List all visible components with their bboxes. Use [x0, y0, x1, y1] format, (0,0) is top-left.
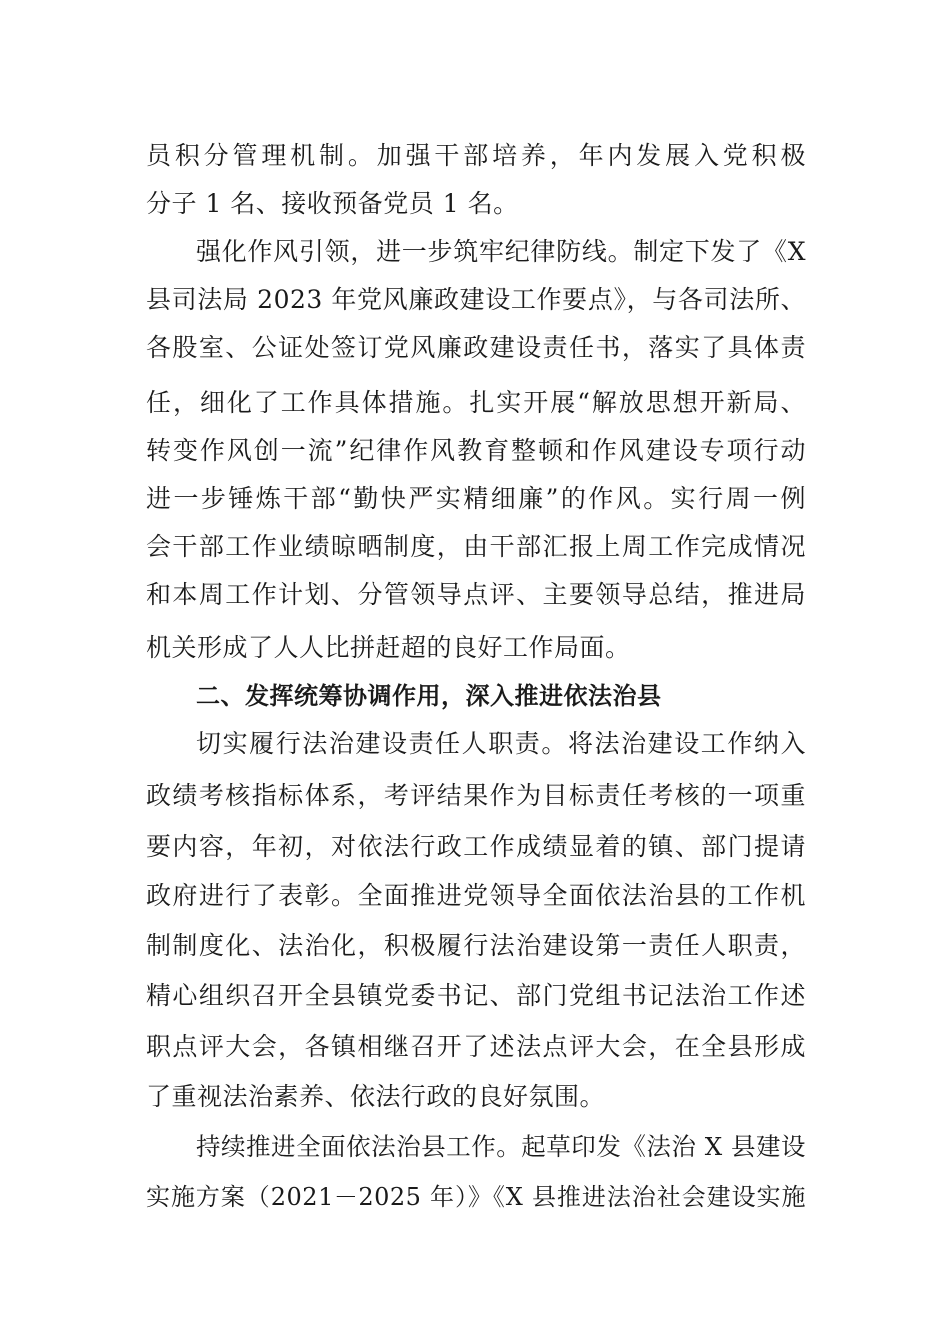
- text-line: 分子 1 名、接收预备党员 1 名。: [146, 189, 519, 218]
- text-line: 切实履行法治建设责任人职责。将法治建设工作纳入: [196, 729, 806, 758]
- text-line: 和本周工作计划、分管领导点评、主要领导总结，推进局: [146, 580, 806, 609]
- text-line: 制制度化、法治化，积极履行法治建设第一责任人职责，: [146, 931, 806, 960]
- text-line: 员积分管理机制。加强干部培养，年内发展入党积极: [146, 141, 806, 170]
- text-line: 实施方案（2021－2025 年）》《X 县推进法治社会建设实施: [146, 1183, 806, 1211]
- text-line: 强化作风引领，进一步筑牢纪律防线。制定下发了《X: [196, 237, 806, 266]
- section-heading: 二、发挥统筹协调作用，深入推进依法治县: [196, 682, 662, 710]
- text-line: 职点评大会，各镇相继召开了述法点评大会，在全县形成: [146, 1032, 806, 1061]
- text-line: 任，细化了工作具体措施。扎实开展“解放思想开新局、: [146, 388, 806, 417]
- text-line: 政府进行了表彰。全面推进党领导全面依法治县的工作机: [146, 881, 806, 910]
- text-line: 政绩考核指标体系，考评结果作为目标责任考核的一项重: [146, 781, 806, 810]
- text-line: 持续推进全面依法治县工作。起草印发《法治 X 县建设: [196, 1132, 806, 1161]
- text-line: 精心组织召开全县镇党委书记、部门党组书记法治工作述: [146, 981, 806, 1010]
- text-line: 县司法局 2023 年党风廉政建设工作要点》，与各司法所、: [146, 285, 806, 314]
- text-line: 了重视法治素养、依法行政的良好氛围。: [146, 1082, 606, 1111]
- text-line: 进一步锤炼干部“勤快严实精细廉”的作风。实行周一例: [146, 484, 806, 513]
- text-line: 机关形成了人人比拼赶超的良好工作局面。: [146, 633, 631, 662]
- text-line: 转变作风创一流”纪律作风教育整顿和作风建设专项行动: [146, 436, 806, 465]
- text-line: 要内容，年初，对依法行政工作成绩显着的镇、部门提请: [146, 832, 806, 861]
- text-line: 会干部工作业绩晾晒制度，由干部汇报上周工作完成情况: [146, 532, 806, 561]
- text-line: 各股室、公证处签订党风廉政建设责任书，落实了具体责: [146, 333, 806, 362]
